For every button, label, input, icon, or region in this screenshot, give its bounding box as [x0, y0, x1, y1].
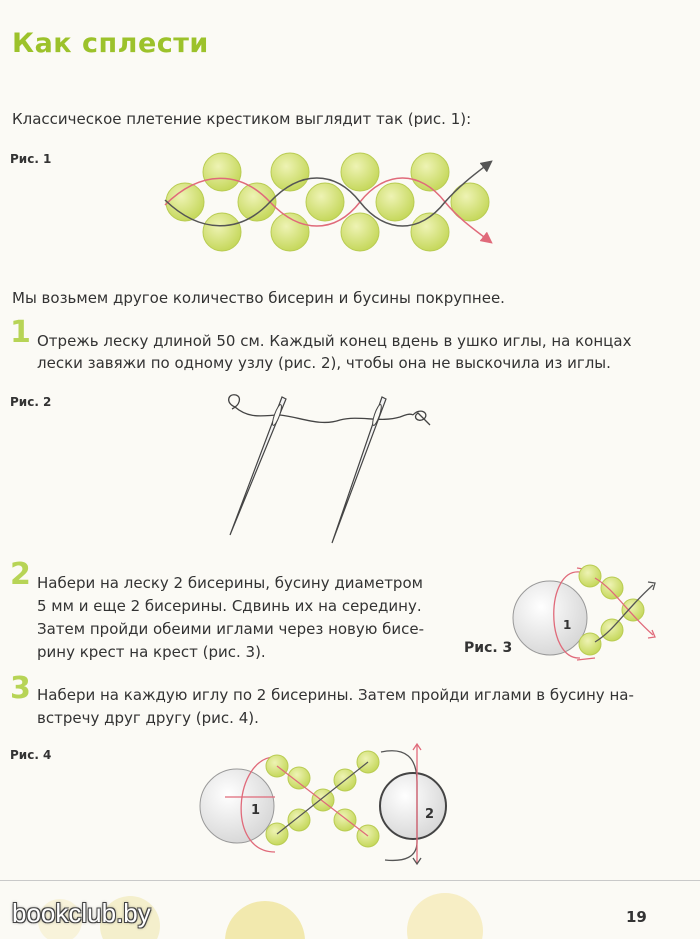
fig3-bead-number: 1	[563, 618, 572, 632]
fig4-label: Рис. 4	[10, 748, 52, 762]
fig4-left-bead-number: 1	[251, 803, 261, 818]
step2-number: 2	[10, 557, 31, 592]
intro-text: Классическое плетение крестиком выглядит так (рис. 1):	[12, 110, 472, 128]
page-title: Как сплести	[12, 28, 209, 59]
step2-line3: Затем пройди обеими иглами через новую бисе-	[37, 620, 425, 638]
fig1-label: Рис. 1	[10, 152, 52, 166]
fig4-illustration	[195, 742, 460, 867]
step3-line2: встречу друг другу (рис. 4).	[37, 709, 259, 727]
step2-line4: рину крест на крест (рис. 3).	[37, 643, 266, 661]
fig2-label: Рис. 2	[10, 395, 52, 409]
step1-line1: Отрежь леску длиной 50 см. Каждый конец вдень в ушко иглы, на концах	[37, 332, 632, 350]
watermark: bookclub.by	[12, 898, 151, 928]
step3-line1: Набери на каждую иглу по 2 бисерины. Затем пройди иглами в бусину на-	[37, 686, 634, 704]
page-number: 19	[626, 908, 647, 926]
step2-line1: Набери на леску 2 бисерины, бусину диаметром	[37, 574, 423, 592]
fig1-beads	[166, 153, 489, 251]
fig4-right-bead-number: 2	[425, 807, 435, 822]
fig2-illustration	[220, 385, 440, 550]
note-text: Мы возьмем другое количество бисерин и бусины покрупнее.	[12, 289, 505, 307]
step1-number: 1	[10, 315, 31, 350]
step2-line2: 5 мм и еще 2 бисерины. Сдвинь их на середину.	[37, 597, 422, 615]
fig3-illustration	[505, 560, 665, 670]
fig3-label: Рис. 3	[464, 640, 513, 656]
fig1-illustration	[160, 150, 500, 250]
needle-left	[230, 397, 286, 535]
step1-line2: лески завяжи по одному узлу (рис. 2), чтобы она не выскочила из иглы.	[37, 354, 611, 372]
step3-number: 3	[10, 671, 31, 706]
